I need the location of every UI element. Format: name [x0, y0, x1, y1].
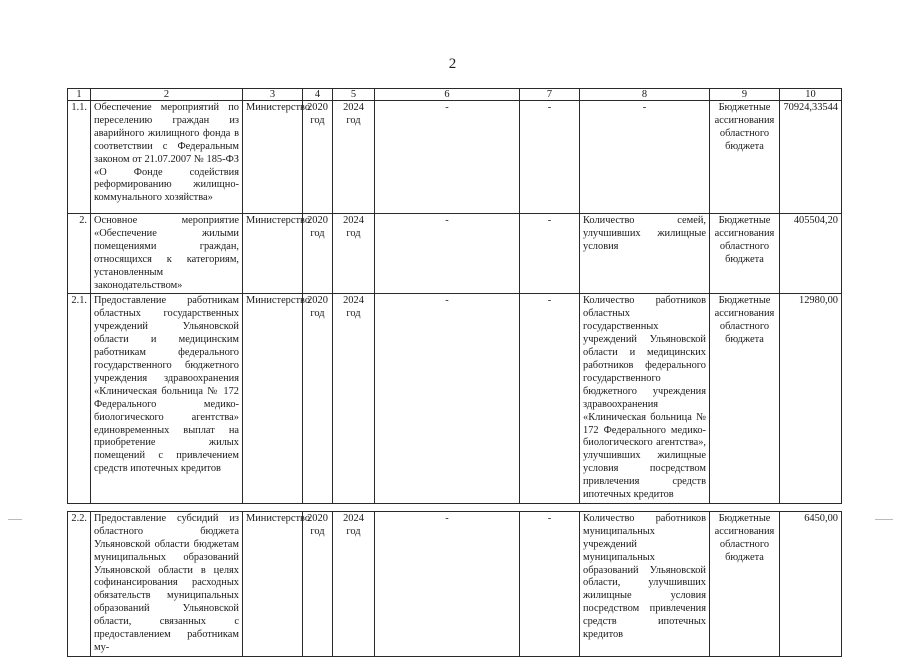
executor: Министерство: [243, 101, 303, 214]
executor: Министерство: [243, 214, 303, 294]
funding-source: Бюджетные ассигнования областного бюджета: [710, 101, 780, 214]
table-row: [68, 214, 842, 294]
col7-value: -: [520, 214, 580, 294]
end-year: 2024 год: [333, 294, 375, 504]
indicator: Количество работников муниципальных учреждений муниципальных образований Ульяновской области, улучшивших жилищные условия посредством привлечения средств ипотечных кредитов: [580, 511, 710, 656]
amount: 405504,20: [780, 214, 842, 294]
header-cell: 1: [68, 89, 91, 101]
indicator: Количество семей, улучшивших жилищные условия: [580, 214, 710, 294]
row-number: 2.2.: [68, 511, 91, 656]
row-gap: [68, 503, 842, 511]
end-year: 2024 год: [333, 511, 375, 656]
header-cell: 7: [520, 89, 580, 101]
funding-source: Бюджетные ассигнования областного бюджета: [710, 214, 780, 294]
header-row: [68, 89, 842, 101]
activity-name: Предоставление субсидий из областного бюджета Ульяновской области бюджетам муниципальных образований Ульяновской области в целях софинансирования расходных обязательств муниципальных образований Ульяновской области, связанных с предоставлением работникам му-: [91, 511, 243, 656]
activity-name: Предоставление работникам областных государственных учреждений Ульяновской области и медицинским работникам федерального государственного бюджетного учреждения здравоохранения «Клиническая больница № 172 Федерального медико-биологического агентства» единовременных выплат на приобретение жилых помещений с привлечением средств ипотечных кредитов: [91, 294, 243, 504]
end-year: 2024 год: [333, 101, 375, 214]
header-cell: 8: [580, 89, 710, 101]
indicator: -: [580, 101, 710, 214]
amount: 70924,33544: [780, 101, 842, 214]
col6-value: -: [375, 101, 520, 214]
col7-value: -: [520, 101, 580, 214]
table-row: [68, 511, 842, 656]
executor: Министерство: [243, 294, 303, 504]
row-number: 2.: [68, 214, 91, 294]
activities-table: [67, 88, 842, 657]
header-cell: 9: [710, 89, 780, 101]
funding-source: Бюджетные ассигнования областного бюджета: [710, 294, 780, 504]
start-year: 2020 год: [303, 511, 333, 656]
col6-value: -: [375, 511, 520, 656]
executor: Министерство: [243, 511, 303, 656]
header-cell: 10: [780, 89, 842, 101]
col7-value: -: [520, 511, 580, 656]
funding-source: Бюджетные ассигнования областного бюджета: [710, 511, 780, 656]
start-year: 2020 год: [303, 294, 333, 504]
amount: 12980,00: [780, 294, 842, 504]
header-cell: 5: [333, 89, 375, 101]
scan-artifact: [8, 519, 22, 520]
end-year: 2024 год: [333, 214, 375, 294]
col7-value: -: [520, 294, 580, 504]
gap-cell: [68, 503, 842, 511]
row-number: 2.1.: [68, 294, 91, 504]
indicator: Количество работников областных государственных учреждений Ульяновской области и медицинских работников федерального государственного бюджетного учреждения здравоохранения «Клиническая больница № 172 Федерального медико-биологического агентства», улучшивших жилищные условия посредством привлечения средств ипотечных кредитов: [580, 294, 710, 504]
page-number: 2: [448, 56, 457, 72]
row-number: 1.1.: [68, 101, 91, 214]
header-cell: 6: [375, 89, 520, 101]
col6-value: -: [375, 214, 520, 294]
scan-artifact: [875, 519, 893, 520]
header-cell: 4: [303, 89, 333, 101]
amount: 6450,00: [780, 511, 842, 656]
header-cell: 3: [243, 89, 303, 101]
header-cell: 2: [91, 89, 243, 101]
table-row: [68, 101, 842, 214]
activity-name: Основное мероприятие «Обеспечение жилыми помещениями граждан, относящихся к категориям, установленным законодательством»: [91, 214, 243, 294]
activity-name: Обеспечение мероприятий по переселению граждан из аварийного жилищного фонда в соответствии с Федеральным законом от 21.07.2007 № 185-ФЗ «О Фонде содействия реформированию жилищно-коммунального хозяйства»: [91, 101, 243, 214]
start-year: 2020 год: [303, 101, 333, 214]
table-row: [68, 294, 842, 504]
col6-value: -: [375, 294, 520, 504]
start-year: 2020 год: [303, 214, 333, 294]
